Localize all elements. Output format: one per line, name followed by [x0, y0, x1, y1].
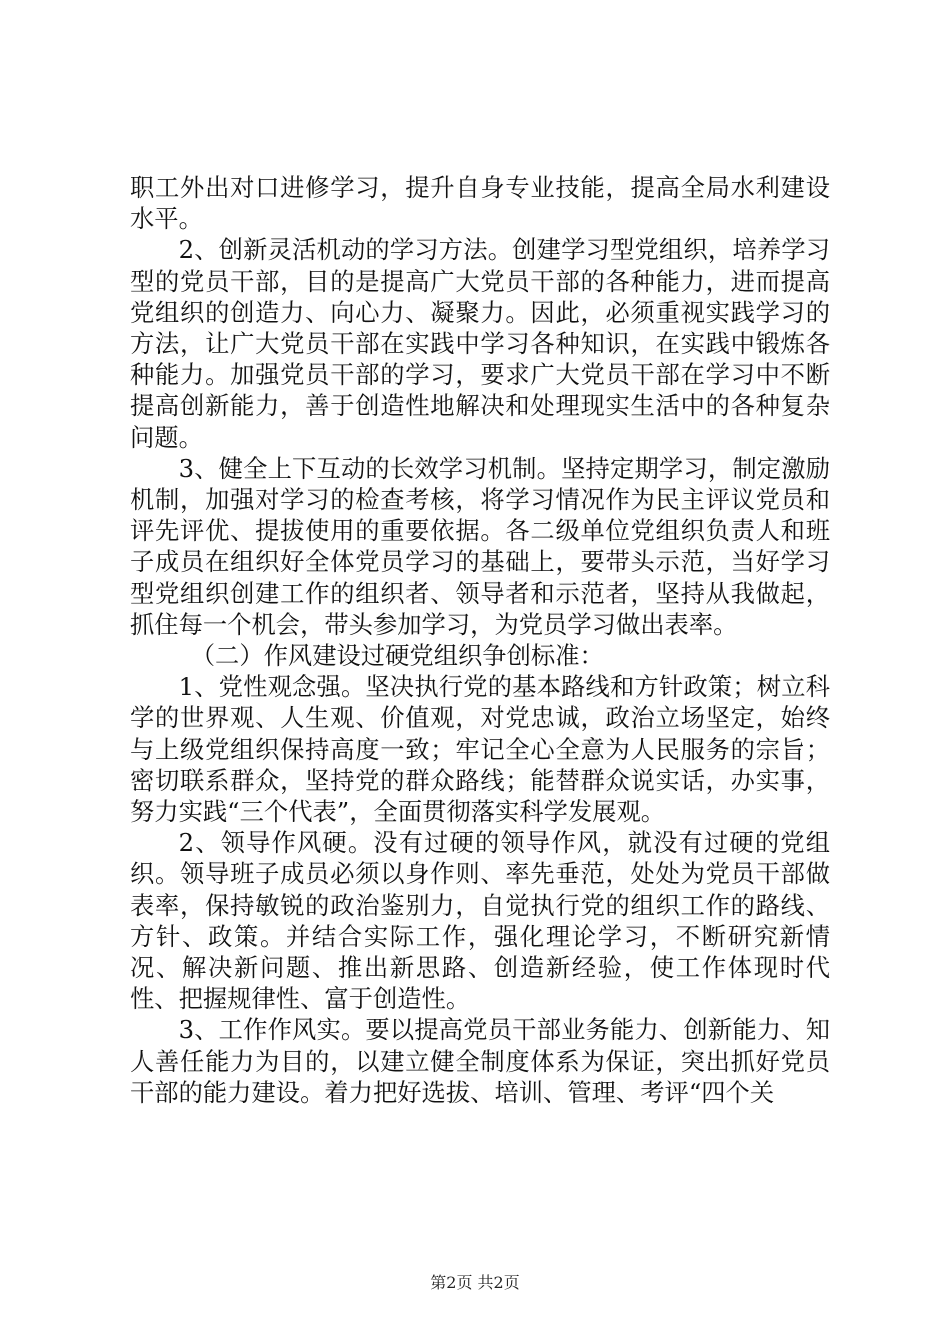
paragraph-work-style: 3、工作作风实。要以提高党员干部业务能力、创新能力、知人善任能力为目的，以建立健全制度体系为保证，突出抓好党员干部的能力建设。着力把好选拔、培训、管理、考评“四个关 — [130, 1015, 830, 1107]
section-heading-style-standard: （二）作风建设过硬党组织争创标准： — [190, 641, 604, 671]
paragraph-learning-method: 2、创新灵活机动的学习方法。创建学习型党组织，培养学习型的党员干部，目的是提高广大党员干部的各种能力，进而提高党组织的创造力、向心力、凝聚力。因此，必须重视实践学习的方法，让广大党员干部在实践中学习各种知识，在实践中锻炼各种能力。加强党员干部的学习，要求广大党员干部在学习中不断提高创新能力，善于创造性地解决和处理现实生活中的各种复杂问题。 — [130, 235, 830, 452]
paragraph-continuation: 职工外出对口进修学习，提升自身专业技能，提高全局水利建设水平。 — [130, 173, 830, 234]
document-body — [130, 172, 830, 1108]
paragraph-leadership-style: 2、领导作风硬。没有过硬的领导作风，就没有过硬的党组织。领导班子成员必须以身作则、率先垂范，处处为党员干部做表率，保持敏锐的政治鉴别力，自觉执行党的组织工作的路线、方针、政策。并结合实际工作，强化理论学习，不断研究新情况、解决新问题、推出新思路、创造新经验，使工作体现时代性、把握规律性、富于创造性。 — [130, 828, 830, 1014]
paragraph-learning-mechanism: 3、健全上下互动的长效学习机制。坚持定期学习，制定激励机制，加强对学习的检查考核，将学习情况作为民主评议党员和评先评优、提拔使用的重要依据。各二级单位党组织负责人和班子成员在组织好全体党员学习的基础上，要带头示范，当好学习型党组织创建工作的组织者、领导者和示范者，坚持从我做起，抓住每一个机会，带头参加学习，为党员学习做出表率。 — [130, 453, 830, 639]
page-number-footer: 第2页 共2页 — [430, 1273, 520, 1292]
paragraph-party-spirit: 1、党性观念强。坚决执行党的基本路线和方针政策；树立科学的世界观、人生观、价值观，对党忠诚，政治立场坚定，始终与上级党组织保持高度一致；牢记全心全意为人民服务的宗旨；密切联系群众，坚持党的群众路线；能替群众说实话，办实事，努力实践“三个代表”，全面贯彻落实科学发展观。 — [130, 672, 830, 827]
